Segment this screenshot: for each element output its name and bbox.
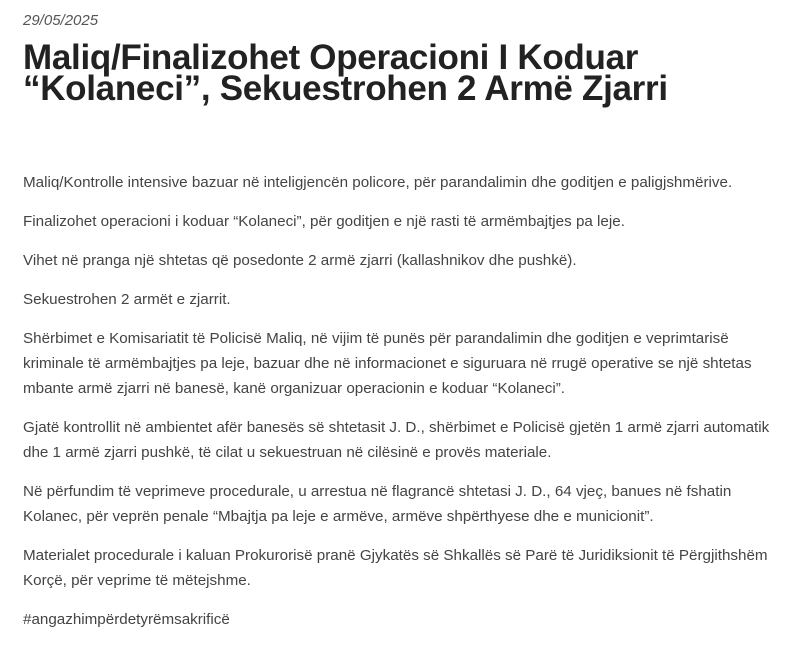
article-paragraph: Gjatë kontrollit në ambientet afër banesës së shtetasit J. D., shërbimet e Policisë gjetën 1 armë zjarri automatik dhe 1 armë zjarri pushkë, të cilat u sekuestruan në cilësinë e provës materiale. <box>23 419 770 461</box>
hashtag-link[interactable]: #angazhimpërdetyrëmsakrificë <box>23 611 230 628</box>
article-paragraph: Shërbimet e Komisariatit të Policisë Maliq, në vijim të punës për parandalimin dhe goditjen e veprimtarisë kriminale të armëmbajtjes pa leje, bazuar dhe në informacionet e siguruara në rrugë operative se një shtetas mbante armë zjarri në banesë, kanë organizuar operacionin e koduar “Kolaneci”. <box>23 330 752 397</box>
article-title: Maliq/Finalizohet Operacioni I Koduar “Kolaneci”, Sekuestrohen 2 Armë Zjarri <box>23 38 668 108</box>
article-paragraph: Sekuestrohen 2 armët e zjarrit. <box>23 291 231 308</box>
article-paragraph: Në përfundim të veprimeve procedurale, u arrestua në flagrancë shtetasi J. D., 64 vjeç, banues në fshatin Kolanec, për veprën penale “Mbajtja pa leje e armëve, armëve shpërthyese dhe e municionit”. <box>23 483 732 525</box>
article-paragraph: Maliq/Kontrolle intensive bazuar në inteligjencën policore, për parandalimin dhe goditjen e paligjshmërive. <box>23 174 733 191</box>
article-paragraph: Materialet procedurale i kaluan Prokurorisë pranë Gjykatës së Shkallës së Parë të Juridiksionit të Përgjithshëm Korçë, për veprime të mëtejshme. <box>23 547 768 589</box>
article-body <box>23 170 785 646</box>
publish-date: 29/05/2025 <box>23 12 99 29</box>
article-paragraph: Vihet në pranga një shtetas që posedonte 2 armë zjarri (kallashnikov dhe pushkë). <box>23 252 577 269</box>
article-paragraph: Finalizohet operacioni i koduar “Kolaneci”, për goditjen e një rasti të armëmbajtjes pa leje. <box>23 213 625 230</box>
